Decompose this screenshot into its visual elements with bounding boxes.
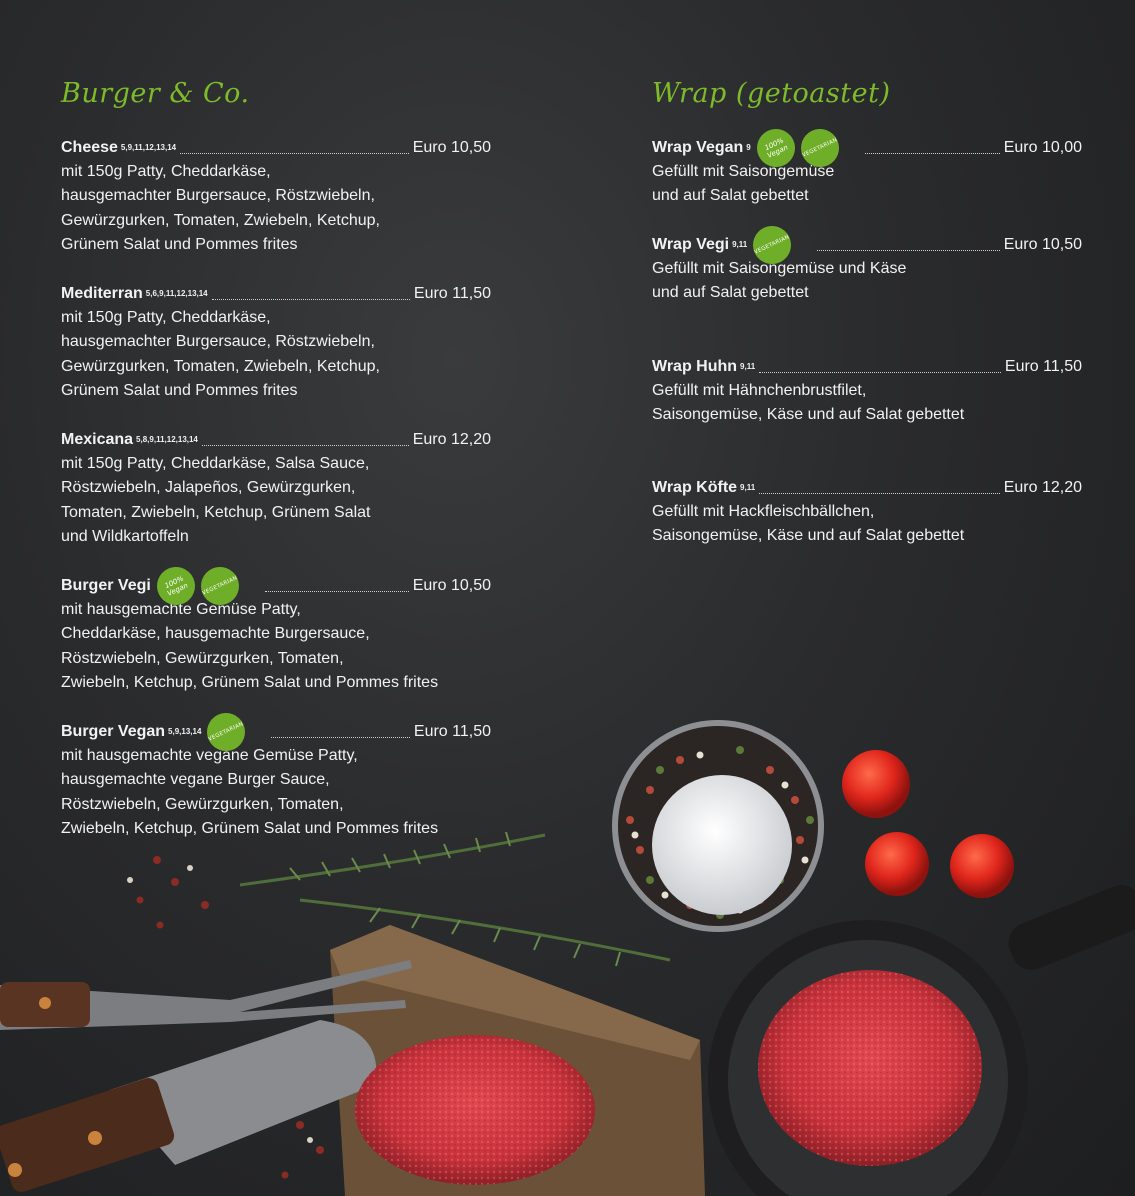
item-description-line: und auf Salat gebettet <box>652 187 809 205</box>
vegetarian-badge-icon: VEGETARIAN <box>195 561 245 611</box>
item-name: Burger Vegi <box>61 577 151 594</box>
item-price: Euro 12,20 <box>412 431 491 448</box>
item-description-line: Röstzwiebeln, Gewürzgurken, Tomaten, <box>61 795 344 813</box>
tomato-icon <box>842 750 1014 898</box>
item-name: Wrap Vegan <box>652 139 744 156</box>
menu-item: Wrap Vegi 9,11 VEGETARIAN Euro 10,50 Gefüllt mit Saisongemüse und Käse und auf Salat gebettet <box>652 233 1082 306</box>
menu-item: Mediterran 5,6,9,11,12,13,14 Euro 11,50 mit 150g Patty, Cheddarkäse, hausgemachter Burgersauce, Röstzwiebeln, Gewürzgurken, Tomaten, Zwiebeln, Ketchup, Grünem Salat und Pommes frites <box>61 282 491 403</box>
item-price: Euro 11,50 <box>1004 358 1082 375</box>
menu-item: Wrap Köfte 9,11 Euro 12,20 Gefüllt mit Hackfleischbällchen, Saisongemüse, Käse und auf Salat gebettet <box>652 476 1082 549</box>
item-description-line: hausgemachter Burgersauce, Röstzwiebeln, <box>61 333 375 351</box>
item-price: Euro 11,50 <box>413 723 491 740</box>
cutting-board-icon <box>330 925 705 1196</box>
item-description-line: Cheddarkäse, hausgemachte Burgersauce, <box>61 625 370 643</box>
item-description-line: mit 150g Patty, Cheddarkäse, Salsa Sauce, <box>61 455 370 472</box>
item-description-line: Zwiebeln, Ketchup, Grünem Salat und Pommes frites <box>61 673 439 691</box>
dot-leader <box>212 298 410 300</box>
vegan-badge-icon: 100% Vegan <box>151 561 201 611</box>
item-description-line: Gewürzgurken, Tomaten, Zwiebeln, Ketchup, <box>61 211 380 229</box>
item-price: Euro 12,20 <box>1003 479 1082 496</box>
dot-leader <box>817 249 1000 251</box>
item-price: Euro 10,00 <box>1003 139 1082 156</box>
item-description-line: Gefüllt mit Hähnchenbrustfilet, <box>652 382 867 399</box>
item-name: Mediterran <box>61 285 143 302</box>
item-description-line: und Wildkartoffeln <box>61 527 189 545</box>
vegetarian-badge-icon: VEGETARIAN <box>747 220 797 270</box>
item-price: Euro 10,50 <box>1003 236 1082 253</box>
item-description-line: Gefüllt mit Saisongemüse und Käse <box>652 260 907 277</box>
menu-item: Wrap Vegan 9 100% Vegan VEGETARIAN Euro 10,00 Gefüllt mit Saisongemüse und auf Salat gebettet <box>652 136 1082 209</box>
dot-leader <box>265 590 409 592</box>
item-description-line: hausgemachte vegane Burger Sauce, <box>61 771 330 789</box>
item-description-line: mit hausgemachte Gemüse Patty, <box>61 601 301 618</box>
item-description-line: und auf Salat gebettet <box>652 284 809 302</box>
item-description-line: mit hausgemachte vegane Gemüse Patty, <box>61 747 358 764</box>
spice-bowl-icon <box>612 720 824 932</box>
item-name: Burger Vegan <box>61 723 166 740</box>
item-name: Mexicana <box>61 431 134 448</box>
menu-item: Wrap Huhn 9,11 Euro 11,50 Gefüllt mit Hähnchenbrustfilet, Saisongemüse, Käse und auf Salat gebettet <box>652 355 1082 428</box>
item-description-line: mit 150g Patty, Cheddarkäse, <box>61 163 271 180</box>
dot-leader <box>759 492 1000 494</box>
section-title: Wrap (getoastet) <box>652 78 891 109</box>
item-price: Euro 11,50 <box>413 285 491 302</box>
menu-item: Cheese 5,9,11,12,13,14 Euro 10,50 mit 150g Patty, Cheddarkäse, hausgemachter Burgersauce, Röstzwiebeln, Gewürzgurken, Tomaten, Zwiebeln, Ketchup, Grünem Salat und Pommes frites <box>61 136 491 257</box>
dot-leader <box>759 371 1001 373</box>
vegetarian-badge-icon: VEGETARIAN <box>201 707 251 757</box>
dot-leader <box>271 736 410 738</box>
item-description-line: Grünem Salat und Pommes frites <box>61 381 298 399</box>
burger-patty-icon <box>355 1035 595 1185</box>
item-price: Euro 10,50 <box>412 577 491 594</box>
item-description-line: Grünem Salat und Pommes frites <box>61 235 298 253</box>
section-title: Burger & Co. <box>61 78 250 109</box>
menu-item: Burger Vegan 5,9,13,14 VEGETARIAN Euro 11,50 mit hausgemachte vegane Gemüse Patty, hausgemachte vegane Burger Sauce, Röstzwiebeln, Gewürzgurken, Tomaten, Zwiebeln, Ketchup, Grünem Salat und Pommes frites <box>61 720 491 841</box>
item-price: Euro 10,50 <box>412 139 491 156</box>
item-description-line: Röstzwiebeln, Jalapeños, Gewürzgurken, <box>61 479 356 497</box>
item-description-line: Gewürzgurken, Tomaten, Zwiebeln, Ketchup, <box>61 357 380 375</box>
item-description-line: Saisongemüse, Käse und auf Salat gebettet <box>652 527 965 545</box>
item-name: Wrap Vegi <box>652 236 730 253</box>
item-description-line: Saisongemüse, Käse und auf Salat gebettet <box>652 406 965 424</box>
dot-leader <box>865 152 1000 154</box>
item-name: Cheese <box>61 139 118 156</box>
vegetarian-badge-icon: VEGETARIAN <box>795 123 845 173</box>
frying-pan-icon <box>708 879 1135 1196</box>
item-description-line: hausgemachter Burgersauce, Röstzwiebeln, <box>61 187 375 205</box>
menu-item: Mexicana 5,8,9,11,12,13,14 Euro 12,20 mit 150g Patty, Cheddarkäse, Salsa Sauce, Röstzwiebeln, Jalapeños, Gewürzgurken, Tomaten, Zwiebeln, Ketchup, Grünem Salat und Wildkartoffeln <box>61 428 491 549</box>
menu-item <box>61 574 491 695</box>
item-description-line: Gefüllt mit Saisongemüse <box>652 163 835 180</box>
item-description-line: Tomaten, Zwiebeln, Ketchup, Grünem Salat <box>61 503 371 521</box>
item-description-line: Zwiebeln, Ketchup, Grünem Salat und Pommes frites <box>61 819 439 837</box>
dot-leader <box>180 152 409 154</box>
dot-leader <box>202 444 409 446</box>
knife-icon <box>0 1020 376 1195</box>
item-description-line: Röstzwiebeln, Gewürzgurken, Tomaten, <box>61 649 344 667</box>
rosemary-icon <box>240 835 670 960</box>
item-description-line: mit 150g Patty, Cheddarkäse, <box>61 309 271 326</box>
item-description-line: Gefüllt mit Hackfleischbällchen, <box>652 503 875 520</box>
item-name: Wrap Köfte <box>652 479 738 496</box>
vegan-badge-icon: 100% Vegan <box>751 123 801 173</box>
item-name: Wrap Huhn <box>652 358 738 375</box>
meat-fork-icon <box>0 960 412 1030</box>
